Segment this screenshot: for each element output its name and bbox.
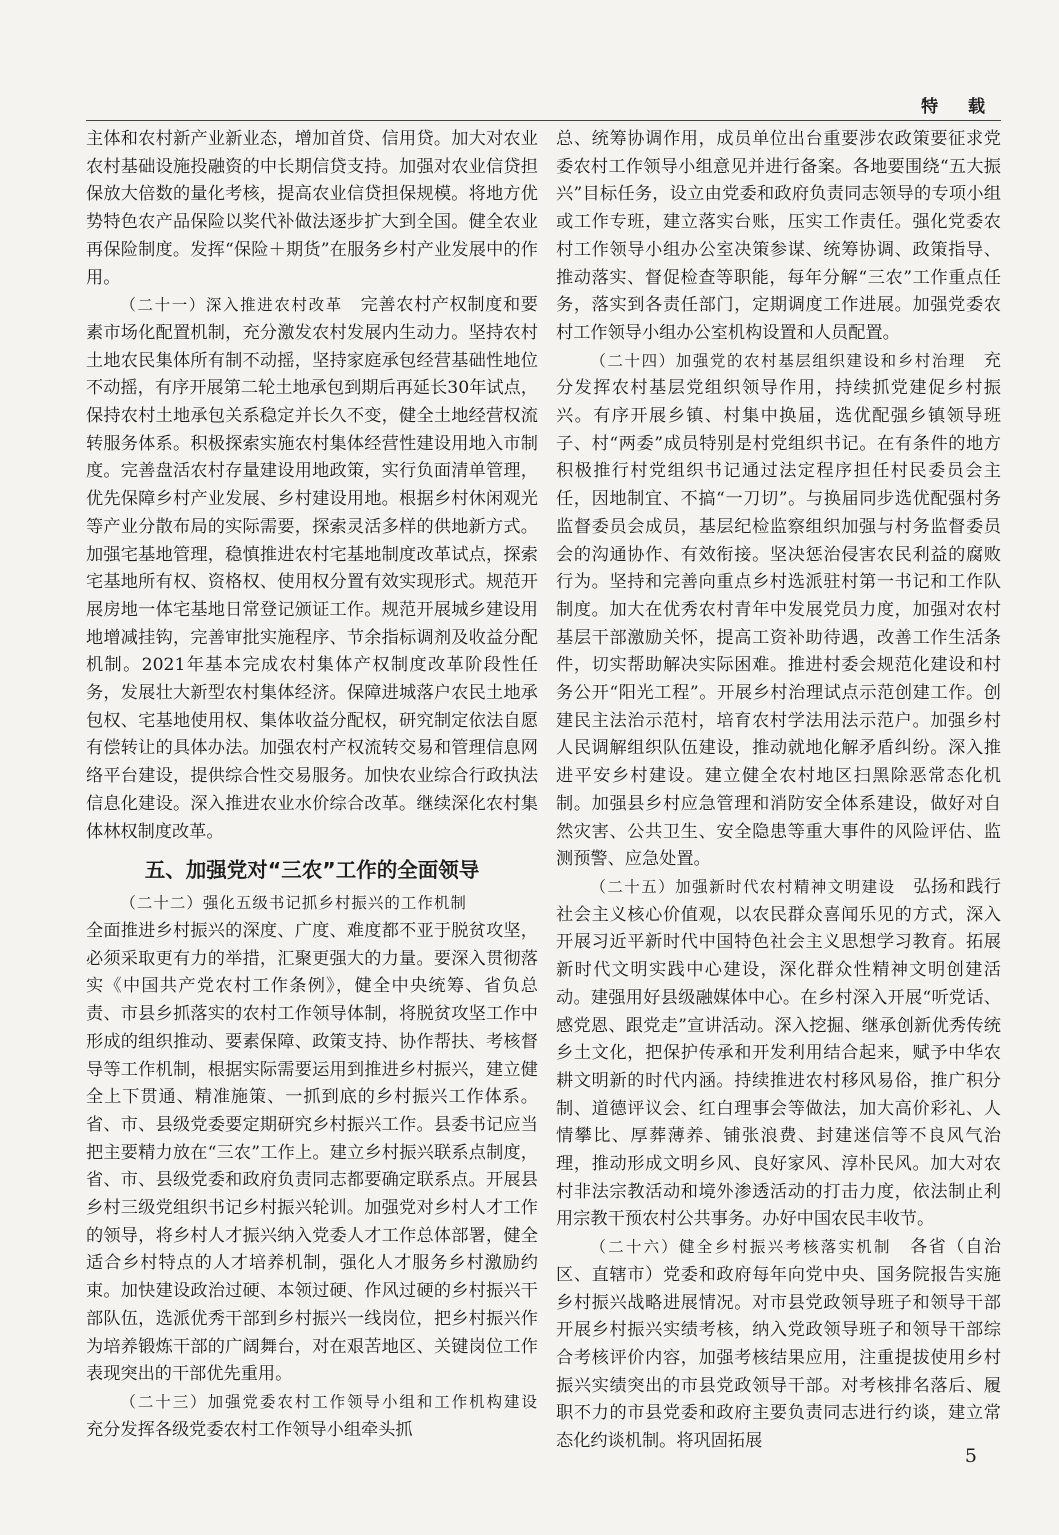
section-24-paragraph [556,348,1001,874]
section-24-body: 充分发挥农村基层党组织领导作用，持续抓党建促乡村振兴。有序开展乡镇、村集中换届，选优配强乡镇领导班子、村“两委”成员特别是村党组织书记。在有条件的地方积极推行村党组织书记通过法定程序担任村民委员会主任，因地制宜、不搞“一刀切”。与换届同步选优配强村务监督委员会成员，基层纪检监察组织加强与村务监督委员会的沟通协作、有效衔接。坚决惩治侵害农民利益的腐败行为。坚持和完善向重点乡村选派驻村第一书记和工作队制度。加大在优秀农村青年中发展党员力度，加强对农村基层干部激励关怀，提高工资补助待遇，改善工作生活条件，切实帮助解决实际困难。推进村委会规范化建设和村务公开“阳光工程”。开展乡村治理试点示范创建工作。创建民主法治示范村，培育农村学法用法示范户。加强乡村人民调解组织队伍建设，推动就地化解矛盾纠纷。深入推进平安乡村建设。建立健全农村地区扫黑除恶常态化机制。加强县乡村应急管理和消防安全体系建设，做好对自然灾害、公共卫生、安全隐患等重大事件的风险评估、监测预警、应急处置。 [556,350,1001,870]
section-22-body: 全面推进乡村振兴的深度、广度、难度都不亚于脱贫攻坚，必须采取更有力的举措，汇聚更强大的力量。要深入贯彻落实《中国共产党农村工作条例》，健全中央统筹、省负总责、市县乡抓落实的农村工作领导体制，将脱贫攻坚工作中形成的组织推动、要素保障、政策支持、协作帮扶、考核督导等工作机制，根据实际需要运用到推进乡村振兴，建立健全上下贯通、精准施策、一抓到底的乡村振兴工作体系。省、市、县级党委要定期研究乡村振兴工作。县委书记应当把主要精力放在“三农”工作上。建立乡村振兴联系点制度，省、市、县级党委和政府负责同志都要确定联系点。开展县乡村三级党组织书记乡村振兴轮训。加强党对乡村人才工作的领导，将乡村人才振兴纳入党委人才工作总体部署，健全适合乡村特点的人才培养机制，强化人才服务乡村激励约束。加快建设政治过硬、本领过硬、作风过硬的乡村振兴干部队伍，选派优秀干部到乡村振兴一线岗位，把乡村振兴作为培养锻炼干部的广阔舞台，对在艰苦地区、关键岗位工作表现突出的干部优先重用。 [86,920,538,1385]
header-section-tag: 特 载 [921,97,997,117]
section-21-body: 完善农村产权制度和要素市场化配置机制，充分激发农村发展内生动力。坚持农村土地农民集体所有制不动摇，坚持家庭承包经营基础性地位不动摇，有序开展第二轮土地承包到期后再延长30年试点，保持农村土地承包关系稳定并长久不变，健全土地经营权流转服务体系。积极探索实施农村集体经营性建设用地入市制度。完善盘活农村存量建设用地政策，实行负面清单管理，优先保障乡村产业发展、乡村建设用地。根据乡村休闲观光等产业分散布局的实际需要，探索灵活多样的供地新方式。加强宅基地管理，稳慎推进农村宅基地制度改革试点，探索宅基地所有权、资格权、使用权分置有效实现形式。规范开展房地一体宅基地日常登记颁证工作。规范开展城乡建设用地增减挂钩，完善审批实施程序、节余指标调剂及收益分配机制。2021年基本完成农村集体产权制度改革阶段性任务，发展壮大新型农村集体经济。保障进城落户农民土地承包权、宅基地使用权、集体收益分配权，研究制定依法自愿有偿转让的具体办法。加强农村产权流转交易和管理信息网络平台建设，提供综合性交易服务。加快农业综合行政执法信息化建设。深入推进农业水价综合改革。继续深化农村集体林权制度改革。 [86,295,538,842]
section-25-paragraph [556,874,1001,1234]
page-number: 5 [964,1445,977,1467]
section-23-body: 充分发挥各级党委农村工作领导小组牵头抓 [86,1419,413,1440]
section-25-body: 弘扬和践行社会主义核心价值观，以农民群众喜闻乐见的方式，深入开展习近平新时代中国特色社会主义思想学习教育。拓展新时代文明实践中心建设，深化群众性精神文明创建活动。建强用好县级融媒体中心。在乡村深入开展“听党话、感党恩、跟党走”宣讲活动。深入挖掘、继承创新优秀传统乡土文化，把保护传承和开发利用结合起来，赋予中华农耕文明新的时代内涵。持续推进农村移风易俗，推广积分制、道德评议会、红白理事会等做法，加大高价彩礼、人情攀比、厚葬薄养、铺张浪费、封建迷信等不良风气治理，推动形成文明乡风、良好家风、淳朴民风。加大对农村非法宗教活动和境外渗透活动的打击力度，依法制止利用宗教干预农村公共事务。办好中国农民丰收节。 [556,876,1001,1230]
right-column [556,126,1001,1456]
section-23-heading: （二十三）加强党委农村工作领导小组和工作机构建设 [120,1392,538,1411]
section-24-heading: （二十四）加强党的农村基层组织建设和乡村治理 [590,351,967,370]
section-25-heading: （二十五）加强新时代农村精神文明建设 [590,877,896,896]
paragraph-leadership-group: 总、统筹协调作用，成员单位出台重要涉农政策要征求党委农村工作领导小组意见并进行备案。各地要围绕“五大振兴”目标任务，设立由党委和政府负责同志领导的专项小组或工作专班，建立落实台账，压实工作责任。强化党委农村工作领导小组办公室决策参谋、统筹协调、政策指导、推动落实、督促检查等职能，每年分解“三农”工作重点任务，落实到各责任部门，定期调度工作进展。加强党委农村工作领导小组办公室机构设置和人员配置。 [556,129,1001,343]
section-26-body: 各省（自治区、直辖市）党委和政府每年向党中央、国务院报告实施乡村振兴战略进展情况。对市县党政领导班子和领导干部开展乡村振兴实绩考核，纳入党政领导班子和领导干部综合考核评价内容，加强考核结果应用，注重提拔使用乡村振兴实绩突出的市县党政领导干部。对考核排名落后、履职不力的市县党委和政府主要负责同志进行约谈，建立常态化约谈机制。将巩固拓展 [556,1237,1001,1452]
left-column [86,126,538,1444]
section-22-heading-line [86,890,538,918]
section-26-paragraph [556,1234,1001,1456]
section-21-heading: （二十一）深入推进农村改革 [120,296,343,315]
section-21-paragraph [86,292,538,846]
section-23-paragraph [86,1389,538,1444]
section-26-heading: （二十六）健全乡村振兴考核落实机制 [590,1238,892,1257]
section-22-heading: （二十二）强化五级书记抓乡村振兴的工作机制 [120,894,467,913]
paragraph-finance-support: 主体和农村新产业新业态，增加首贷、信用贷。加大对农业农村基础设施投融资的中长期信贷支持。加强对农业信贷担保放大倍数的量化考核，提高农业信贷担保规模。将地方优势特色农产品保险以奖代补做法逐步扩大到全国。健全农业再保险制度。发挥“保险＋期货”在服务乡村产业发展中的作用。 [86,129,538,288]
section-5-title: 五、加强党对“三农”工作的全面领导 [144,858,480,883]
header-divider [86,120,1001,121]
